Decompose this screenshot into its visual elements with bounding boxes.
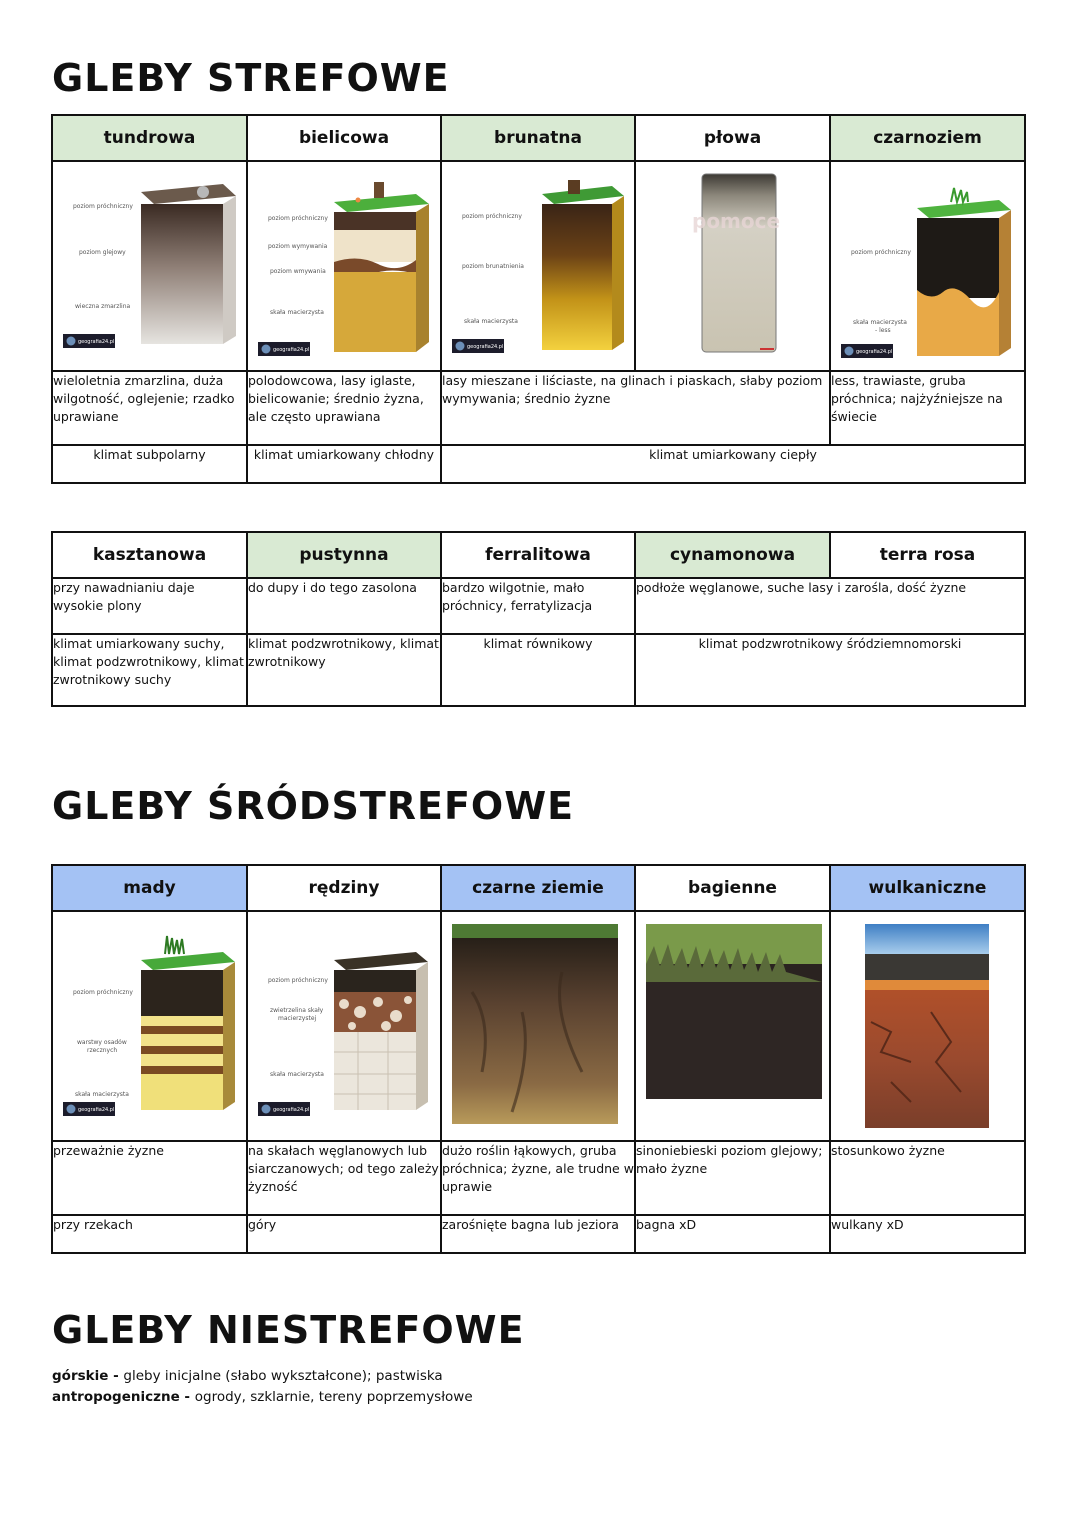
diagram-tundrowa	[52, 161, 247, 371]
desc-redziny: na skałach węglanowych lub siarczanowych; od tego zależy żyzność	[247, 1141, 441, 1215]
diagram-plowa	[635, 161, 830, 371]
lbl-bie-4: skała macierzysta	[270, 309, 324, 316]
niestrefowe-item-antropogeniczne	[52, 1387, 473, 1408]
desc-wulkaniczne: stosunkowo żyzne	[830, 1141, 1025, 1215]
climate-subpolarny: klimat subpolarny	[52, 445, 247, 483]
desc-tundrowa: wieloletnia zmarzlina, duża wilgotność, oglejenie; rzadko uprawiane	[52, 371, 247, 445]
section-title-niestrefowe: GLEBY NIESTREFOWE	[52, 1308, 525, 1352]
lbl-red-2: zwietrzelina skały	[270, 1007, 324, 1014]
lbl-bie-3: poziom wmywania	[270, 268, 326, 275]
header-czarne-ziemie: czarne ziemie	[441, 865, 635, 911]
lbl-red-4: skała macierzysta	[270, 1071, 324, 1078]
desc-mady: przeważnie żyzne	[52, 1141, 247, 1215]
lbl-mad-1: poziom próchniczny	[73, 989, 133, 996]
desc-kasztanowa: przy nawadnianiu daje wysokie plony	[52, 578, 247, 634]
lbl-cza-1: poziom próchniczny	[851, 249, 911, 256]
header-brunatna: brunatna	[441, 115, 635, 161]
lbl-mad-4: skała macierzysta	[75, 1091, 129, 1098]
climate-umiarkowany-cieply: klimat umiarkowany ciepły	[441, 445, 1025, 483]
header-ferralitowa: ferralitowa	[441, 532, 635, 578]
header-plowa: płowa	[635, 115, 830, 161]
header-bagienne: bagienne	[635, 865, 830, 911]
lbl-mad-2: warstwy osadów	[77, 1039, 127, 1046]
desc-ferralitowa: bardzo wilgotnie, mało próchnicy, ferratylizacja	[441, 578, 635, 634]
niestrefowe-list	[52, 1366, 473, 1408]
lbl-red-3: macierzystej	[278, 1015, 317, 1022]
header-wulkaniczne: wulkaniczne	[830, 865, 1025, 911]
lbl-bie-1: poziom próchniczny	[268, 215, 328, 222]
lbl-tun-3: wieczna zmarzlina	[75, 303, 131, 310]
lbl-cza-2: skała macierzysta	[853, 319, 907, 326]
text-gorskie: gleby inicjalne (słabo wykształcone); pastwiska	[123, 1368, 443, 1384]
desc-cynamonowa-terra-rosa: podłoże węglanowe, suche lasy i zarośla, dość żyzne	[635, 578, 1025, 634]
header-tundrowa: tundrowa	[52, 115, 247, 161]
climate-ferralitowa: klimat równikowy	[441, 634, 635, 706]
lbl-cza-3: - less	[875, 327, 891, 334]
term-gorskie: górskie	[52, 1368, 109, 1384]
logo-bie: geografia24.pl	[273, 347, 310, 353]
diagram-czarnoziem	[830, 161, 1025, 371]
niestrefowe-item-gorskie	[52, 1366, 473, 1387]
text-antropogeniczne: ogrody, szklarnie, tereny poprzemysłowe	[194, 1389, 473, 1405]
desc-brunatna-plowa: lasy mieszane i liściaste, na glinach i piaskach, słaby poziom wymywania; średnio żyzne	[441, 371, 830, 445]
table-srodstrefowe	[51, 864, 1026, 1254]
term-antropogeniczne: antropogeniczne	[52, 1389, 180, 1405]
desc-pustynna: do dupy i do tego zasolona	[247, 578, 441, 634]
photo-bagienne	[635, 911, 830, 1141]
lbl-mad-3: rzecznych	[87, 1047, 118, 1054]
logo-tun: geografia24.pl	[78, 339, 115, 345]
header-bielicowa: bielicowa	[247, 115, 441, 161]
header-cynamonowa: cynamonowa	[635, 532, 830, 578]
logo-mad: geografia24.pl	[78, 1107, 115, 1113]
diagram-brunatna	[441, 161, 635, 371]
loc-wulkaniczne: wulkany xD	[830, 1215, 1025, 1253]
photo-wulkaniczne	[830, 911, 1025, 1141]
loc-bagienne: bagna xD	[635, 1215, 830, 1253]
climate-pustynna: klimat podzwrotnikowy, klimat zwrotnikowy	[247, 634, 441, 706]
lbl-red-1: poziom próchniczny	[268, 977, 328, 984]
sep-antropogeniczne: -	[179, 1389, 195, 1405]
header-kasztanowa: kasztanowa	[52, 532, 247, 578]
desc-czarnoziem: less, trawiaste, gruba próchnica; najżyźniejsze na świecie	[830, 371, 1025, 445]
desc-czarne-ziemie: dużo roślin łąkowych, gruba próchnica; żyzne, ale trudne w uprawie	[441, 1141, 635, 1215]
lbl-bie-2: poziom wymywania	[268, 243, 328, 250]
header-pustynna: pustynna	[247, 532, 441, 578]
climate-umiarkowany-chlodny: klimat umiarkowany chłodny	[247, 445, 441, 483]
climate-srodziemnomorski: klimat podzwrotnikowy śródziemnomorski	[635, 634, 1025, 706]
photo-czarne-ziemie	[441, 911, 635, 1141]
lbl-bru-1: poziom próchniczny	[462, 213, 522, 220]
diagram-bielicowa	[247, 161, 441, 371]
lbl-tun-2: poziom glejowy	[79, 249, 126, 256]
loc-redziny: góry	[247, 1215, 441, 1253]
logo-red: geografia24.pl	[273, 1107, 310, 1113]
lbl-bru-3: skała macierzysta	[464, 318, 518, 325]
desc-bielicowa: polodowcowa, lasy iglaste, bielicowanie; średnio żyzna, ale często uprawiana	[247, 371, 441, 445]
loc-mady: przy rzekach	[52, 1215, 247, 1253]
section-title-strefowe: GLEBY STREFOWE	[52, 56, 450, 100]
logo-cza: geografia24.pl	[856, 349, 893, 355]
watermark-plowa: pomoce	[692, 209, 781, 233]
climate-kasztanowa: klimat umiarkowany suchy, klimat podzwrotnikowy, klimat zwrotnikowy suchy	[52, 634, 247, 706]
header-redziny: rędziny	[247, 865, 441, 911]
header-terra-rosa: terra rosa	[830, 532, 1025, 578]
logo-bru: geografia24.pl	[467, 344, 504, 350]
header-czarnoziem: czarnoziem	[830, 115, 1025, 161]
loc-czarne-ziemie: zarośnięte bagna lub jeziora	[441, 1215, 635, 1253]
section-title-srodstrefowe: GLEBY ŚRÓDSTREFOWE	[52, 784, 575, 828]
header-mady: mady	[52, 865, 247, 911]
desc-bagienne: sinoniebieski poziom glejowy; mało żyzne	[635, 1141, 830, 1215]
sep-gorskie: -	[108, 1368, 124, 1384]
diagram-redziny	[247, 911, 441, 1141]
diagram-mady	[52, 911, 247, 1141]
lbl-bru-2: poziom brunatnienia	[462, 263, 524, 270]
lbl-tun-1: poziom próchniczny	[73, 203, 133, 210]
table-strefowe-2	[51, 531, 1026, 707]
table-strefowe	[51, 114, 1026, 484]
